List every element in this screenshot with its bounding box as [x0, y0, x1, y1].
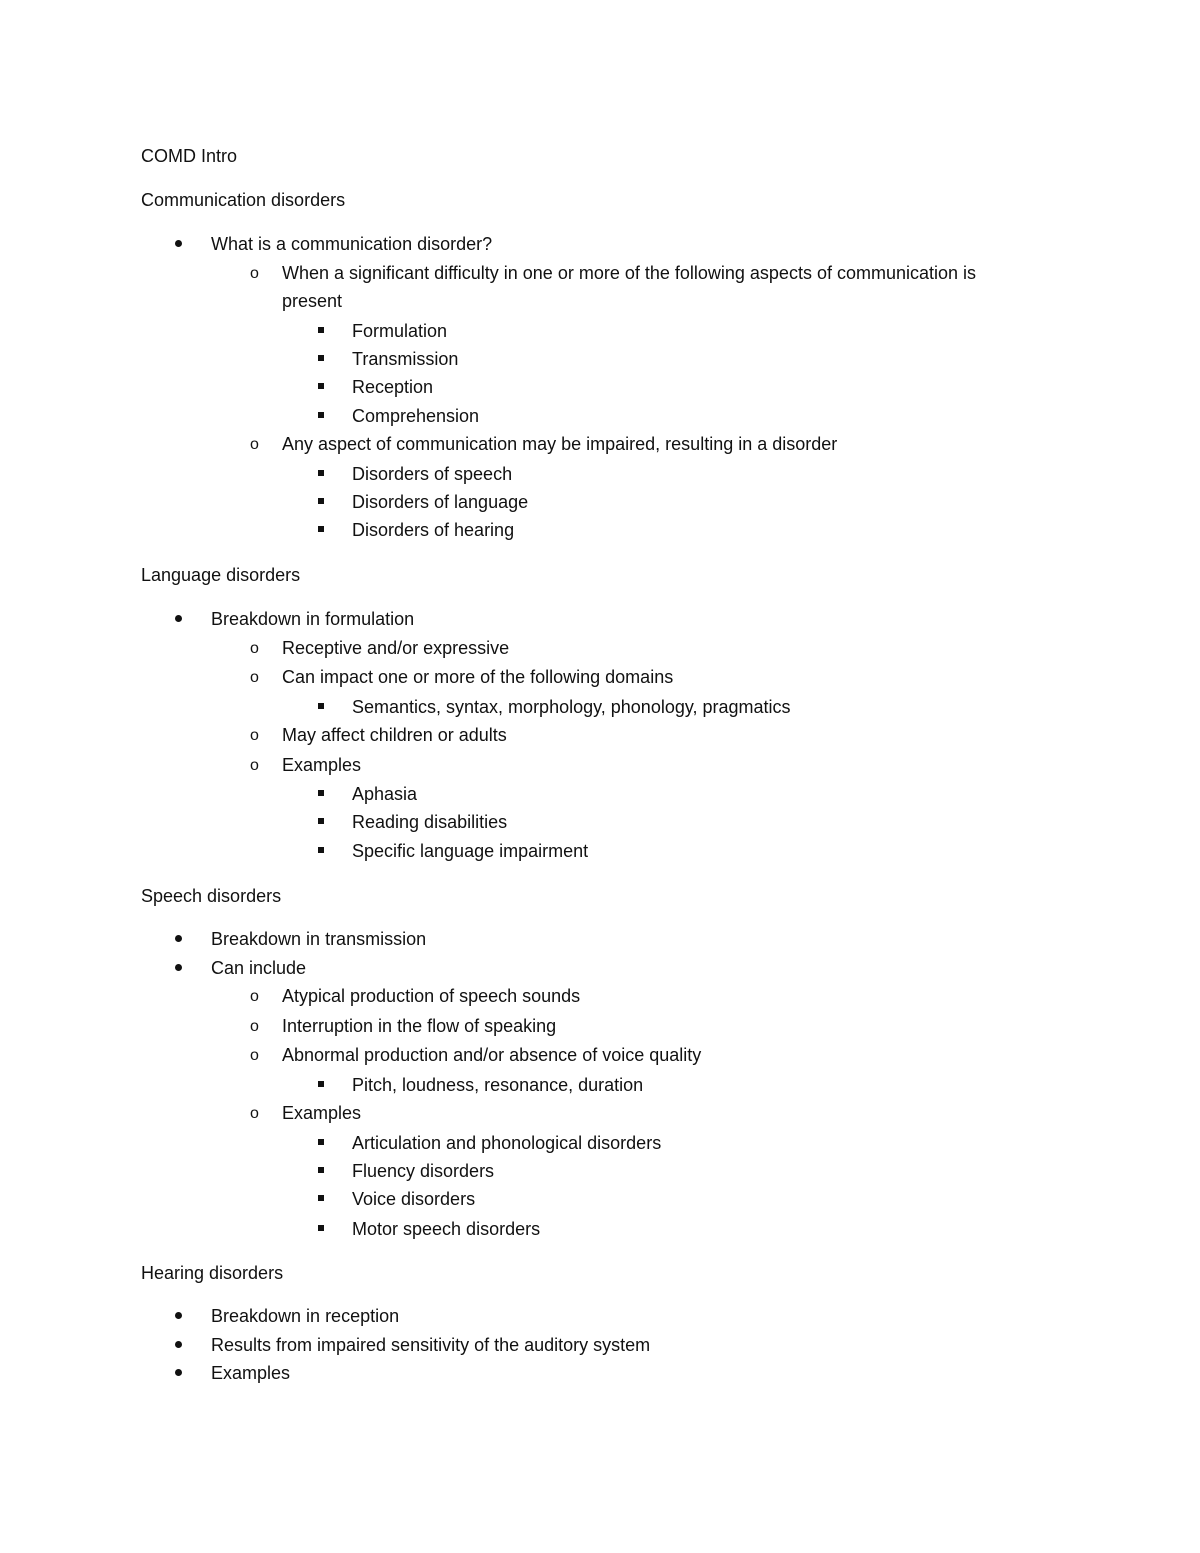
list-item: Aphasia	[352, 784, 418, 804]
document-title: COMD Intro	[141, 146, 238, 166]
bullet-square-icon	[318, 1195, 324, 1201]
list-item: Disorders of speech	[352, 464, 513, 484]
section-heading: Hearing disorders	[141, 1263, 284, 1283]
list-item: Examples	[282, 1103, 362, 1123]
bullet-square-icon	[318, 383, 324, 389]
bullet-circle-icon: o	[250, 988, 259, 1005]
list-item: Receptive and/or expressive	[282, 638, 510, 658]
bullet-dot-icon	[175, 240, 182, 247]
bullet-circle-icon: o	[250, 1047, 259, 1064]
section-heading: Speech disorders	[141, 886, 282, 906]
list-item: Examples	[282, 755, 362, 775]
bullet-dot-icon	[175, 935, 182, 942]
list-item: What is a communication disorder?	[211, 234, 493, 254]
list-item: Abnormal production and/or absence of voice quality	[282, 1045, 702, 1065]
list-item: Disorders of language	[352, 492, 529, 512]
bullet-square-icon	[318, 412, 324, 418]
bullet-circle-icon: o	[250, 1018, 259, 1035]
bullet-dot-icon	[175, 964, 182, 971]
bullet-square-icon	[318, 498, 324, 504]
bullet-dot-icon	[175, 1341, 182, 1348]
bullet-square-icon	[318, 355, 324, 361]
list-item: Voice disorders	[352, 1189, 476, 1209]
list-item: Breakdown in formulation	[211, 609, 415, 629]
bullet-circle-icon: o	[250, 265, 259, 282]
bullet-dot-icon	[175, 615, 182, 622]
bullet-square-icon	[318, 1167, 324, 1173]
list-item: Reception	[352, 377, 434, 397]
bullet-dot-icon	[175, 1312, 182, 1319]
list-item: Articulation and phonological disorders	[352, 1133, 662, 1153]
bullet-square-icon	[318, 1225, 324, 1231]
bullet-circle-icon: o	[250, 727, 259, 744]
list-item: Breakdown in reception	[211, 1306, 400, 1326]
list-item: Breakdown in transmission	[211, 929, 427, 949]
bullet-square-icon	[318, 790, 324, 796]
list-item: Atypical production of speech sounds	[282, 986, 581, 1006]
bullet-circle-icon: o	[250, 640, 259, 657]
bullet-circle-icon: o	[250, 757, 259, 774]
list-item: Can impact one or more of the following domains	[282, 667, 674, 687]
list-item: Comprehension	[352, 406, 480, 426]
list-item: Fluency disorders	[352, 1161, 495, 1181]
list-item: Any aspect of communication may be impaired, resulting in a disorder	[282, 434, 838, 454]
bullet-square-icon	[318, 1139, 324, 1145]
bullet-square-icon	[318, 526, 324, 532]
list-item: Motor speech disorders	[352, 1219, 541, 1239]
list-item: Reading disabilities	[352, 812, 508, 832]
list-item: May affect children or adults	[282, 725, 507, 745]
list-item: Disorders of hearing	[352, 520, 515, 540]
list-item: Interruption in the flow of speaking	[282, 1016, 557, 1036]
bullet-square-icon	[318, 703, 324, 709]
list-item: Pitch, loudness, resonance, duration	[352, 1075, 644, 1095]
list-item: Examples	[211, 1363, 291, 1383]
section-heading: Language disorders	[141, 565, 301, 585]
list-item: When a significant difficulty in one or more of the following aspects of communication is	[282, 263, 977, 283]
bullet-square-icon	[318, 818, 324, 824]
list-item: Formulation	[352, 321, 448, 341]
bullet-square-icon	[318, 327, 324, 333]
bullet-square-icon	[318, 470, 324, 476]
list-item: Semantics, syntax, morphology, phonology, pragmatics	[352, 697, 791, 717]
list-item: Specific language impairment	[352, 841, 589, 861]
bullet-circle-icon: o	[250, 1105, 259, 1122]
bullet-dot-icon	[175, 1369, 182, 1376]
list-item: Transmission	[352, 349, 459, 369]
bullet-circle-icon: o	[250, 436, 259, 453]
bullet-square-icon	[318, 1081, 324, 1087]
section-heading: Communication disorders	[141, 190, 346, 210]
list-item-continuation: present	[282, 291, 343, 311]
bullet-circle-icon: o	[250, 669, 259, 686]
list-item: Can include	[211, 958, 307, 978]
bullet-square-icon	[318, 847, 324, 853]
list-item: Results from impaired sensitivity of the auditory system	[211, 1335, 651, 1355]
